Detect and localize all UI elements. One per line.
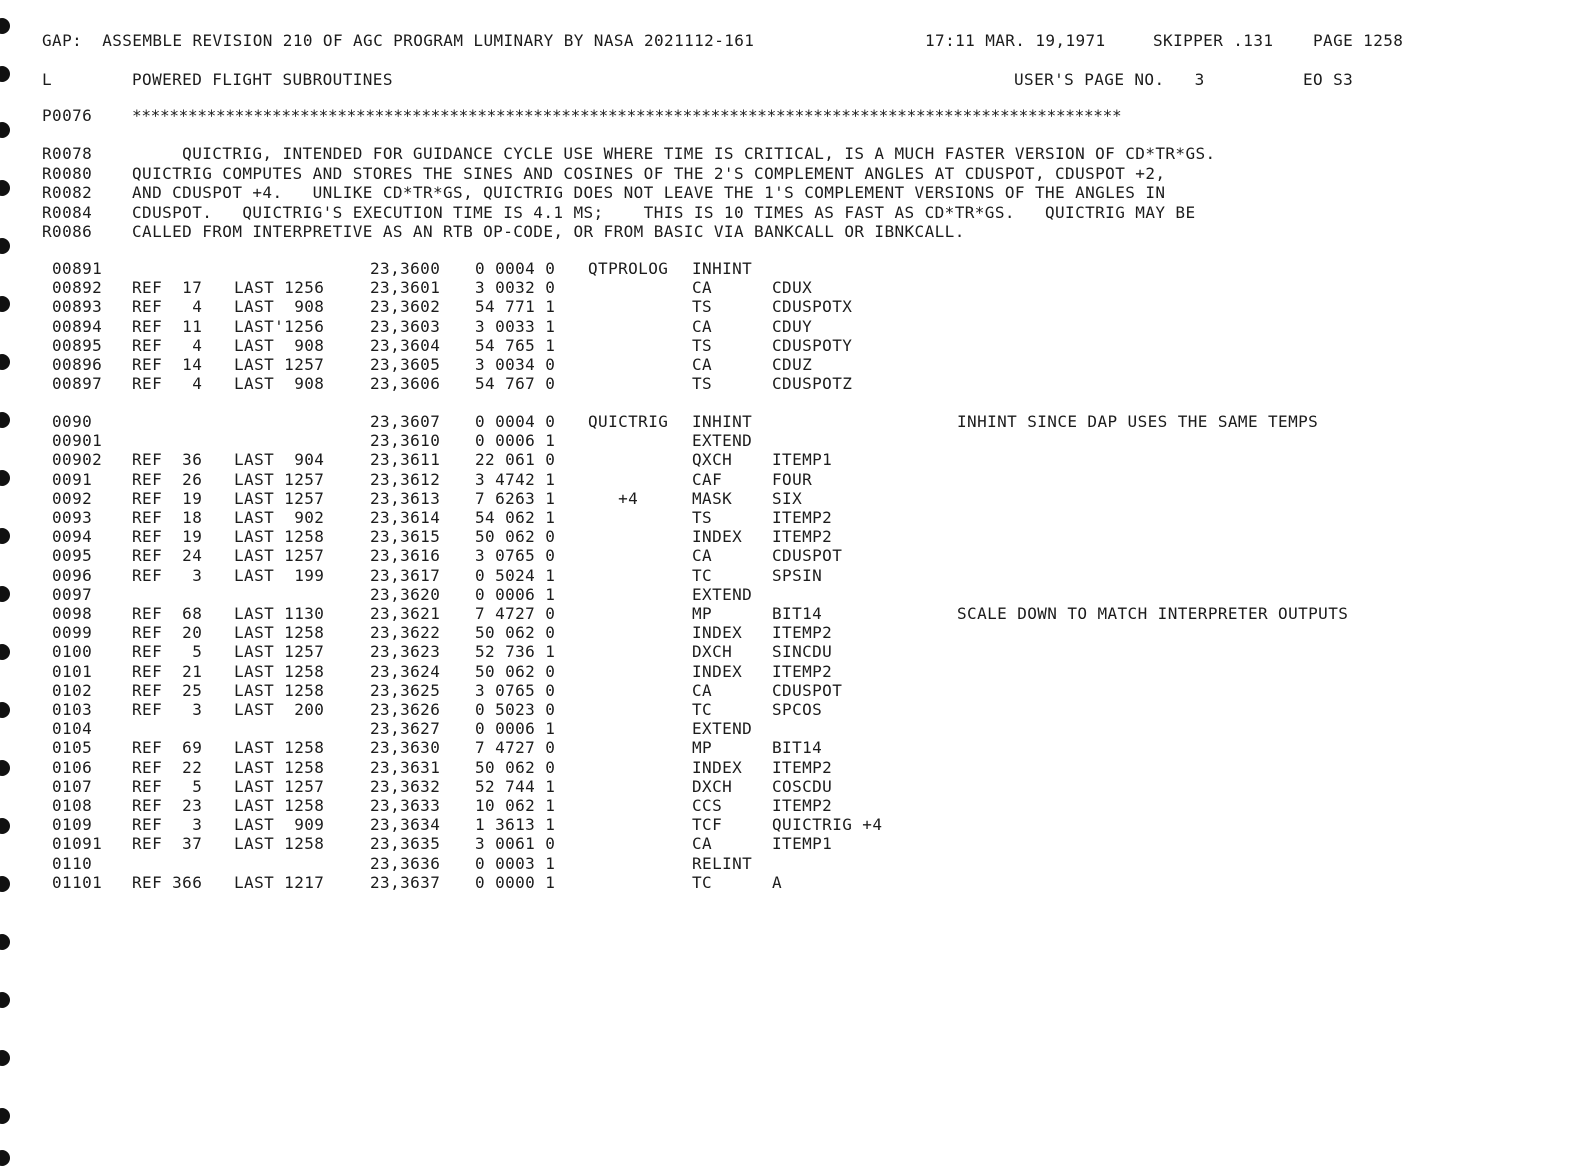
code-opcode: DXCH: [692, 776, 733, 796]
code-line-number: 00891: [52, 259, 103, 278]
code-line-number: 00896: [52, 355, 103, 374]
code-address: 23,3600: [370, 259, 441, 278]
code-opcode: MP: [692, 738, 713, 758]
code-address: 23,3616: [370, 546, 441, 566]
code-address: 23,3612: [370, 469, 441, 489]
code-operand: A: [772, 872, 783, 892]
code-line-number: 0107: [52, 776, 93, 796]
code-operand: ITEMP2: [772, 757, 833, 777]
code-address: 23,3602: [370, 297, 441, 317]
code-line-number: 0096: [52, 565, 93, 585]
code-opcode: CAF: [692, 469, 723, 489]
punch-hole: [0, 528, 10, 544]
punch-hole: [0, 644, 10, 660]
code-word: 50 062 0: [475, 527, 556, 547]
code-ref: REF 4: [132, 297, 203, 317]
code-ref: REF 17: [132, 278, 203, 298]
code-operand: CDUX: [772, 278, 813, 298]
code-address: 23,3603: [370, 316, 441, 336]
punch-hole: [0, 296, 10, 312]
punch-hole: [0, 412, 10, 428]
code-opcode: CA: [692, 355, 713, 374]
code-line-number: 0093: [52, 508, 93, 527]
code-word: 0 0004 0: [475, 259, 556, 278]
code-opcode: CA: [692, 834, 713, 854]
code-address: 23,3605: [370, 355, 441, 374]
code-last: LAST'1256: [234, 316, 325, 336]
code-address: 23,3630: [370, 738, 441, 758]
remark-text: AND CDUSPOT +4. UNLIKE CD*TR*GS, QUICTRIG DOES NOT LEAVE THE 1'S COMPLEMENT VERSIONS OF THE ANGLES IN: [132, 183, 1166, 202]
code-opcode: INDEX: [692, 527, 743, 547]
code-operand: CDUSPOTY: [772, 335, 853, 355]
punch-hole: [0, 1108, 10, 1124]
code-label: +4: [588, 488, 639, 508]
code-last: LAST 1257: [234, 642, 325, 662]
code-ref: REF 5: [132, 776, 203, 796]
code-operand: ITEMP2: [772, 796, 833, 815]
code-line-number: 00894: [52, 316, 103, 336]
code-operand: ITEMP1: [772, 834, 833, 854]
code-word: 0 0006 1: [475, 719, 556, 739]
remark-tag: R0080: [42, 163, 93, 183]
code-operand: BIT14: [772, 738, 823, 758]
code-address: 23,3622: [370, 623, 441, 643]
code-address: 23,3615: [370, 527, 441, 547]
code-opcode: DXCH: [692, 642, 733, 662]
code-operand: ITEMP1: [772, 450, 833, 470]
code-opcode: TS: [692, 335, 713, 355]
users-page-number: USER'S PAGE NO. 3: [1014, 70, 1205, 89]
code-address: 23,3607: [370, 412, 441, 431]
code-opcode: CA: [692, 680, 713, 700]
code-address: 23,3627: [370, 719, 441, 739]
code-ref: REF 4: [132, 374, 203, 394]
code-line-number: 0103: [52, 700, 93, 719]
code-word: 0 0006 1: [475, 431, 556, 451]
code-word: 3 0765 0: [475, 680, 556, 700]
code-word: 7 4727 0: [475, 604, 556, 623]
code-word: 3 0765 0: [475, 546, 556, 566]
code-opcode: TS: [692, 508, 713, 527]
code-address: 23,3617: [370, 565, 441, 585]
code-ref: REF 22: [132, 757, 203, 777]
code-word: 0 0006 1: [475, 584, 556, 604]
code-operand: CDUZ: [772, 355, 813, 374]
code-last: LAST 1258: [234, 527, 325, 547]
code-word: 0 0003 1: [475, 853, 556, 873]
punch-hole: [0, 238, 10, 254]
code-opcode: QXCH: [692, 450, 733, 470]
code-ref: REF 3: [132, 815, 203, 835]
punch-hole: [0, 876, 10, 892]
code-line-number: 0106: [52, 757, 93, 777]
code-ref: REF 366: [132, 872, 203, 892]
code-ref: REF 4: [132, 335, 203, 355]
code-ref: REF 36: [132, 450, 203, 470]
code-last: LAST 1257: [234, 488, 325, 508]
code-address: 23,3636: [370, 853, 441, 873]
punch-hole: [0, 180, 10, 196]
code-word: 7 6263 1: [475, 488, 556, 508]
code-line-number: 0104: [52, 719, 93, 739]
punch-hole: [0, 18, 10, 34]
code-address: 23,3611: [370, 450, 441, 470]
code-line-number: 01091: [52, 834, 103, 854]
punch-hole: [0, 122, 10, 138]
code-line-number: 0102: [52, 680, 93, 700]
remark-text: CDUSPOT. QUICTRIG'S EXECUTION TIME IS 4.1 MS; THIS IS 10 TIMES AS FAST AS CD*TR*GS. QUICTRIG MAY BE: [132, 202, 1196, 222]
code-line-number: 0090: [52, 412, 93, 431]
code-opcode: MP: [692, 604, 713, 623]
code-address: 23,3637: [370, 872, 441, 892]
code-word: 3 0034 0: [475, 355, 556, 374]
code-line-number: 0105: [52, 738, 93, 758]
eo-code: EO S3: [1303, 70, 1354, 89]
code-line-number: 0109: [52, 815, 93, 835]
code-word: 54 767 0: [475, 374, 556, 394]
code-line-number: 0099: [52, 623, 93, 643]
code-ref: REF 3: [132, 700, 203, 719]
code-operand: CDUSPOT: [772, 680, 843, 700]
code-operand: BIT14: [772, 604, 823, 623]
code-opcode: CCS: [692, 796, 723, 815]
code-operand: CDUSPOT: [772, 546, 843, 566]
code-label: QTPROLOG: [588, 259, 669, 278]
punch-hole: [0, 586, 10, 602]
code-line-number: 00897: [52, 374, 103, 394]
code-opcode: TS: [692, 374, 713, 394]
code-word: 50 062 0: [475, 661, 556, 681]
code-opcode: EXTEND: [692, 584, 753, 604]
code-last: LAST 1257: [234, 355, 325, 374]
code-last: LAST 1258: [234, 834, 325, 854]
separator-tag: P0076: [42, 106, 93, 125]
punch-hole: [0, 470, 10, 486]
code-opcode: INDEX: [692, 623, 743, 643]
code-last: LAST 1256: [234, 278, 325, 298]
code-opcode: INHINT: [692, 412, 753, 431]
header-skipper: SKIPPER .131: [1153, 31, 1274, 50]
code-operand: CDUSPOTZ: [772, 374, 853, 394]
code-last: LAST 1258: [234, 661, 325, 681]
code-last: LAST 1258: [234, 757, 325, 777]
code-word: 0 0004 0: [475, 412, 556, 431]
code-address: 23,3624: [370, 661, 441, 681]
code-address: 23,3601: [370, 278, 441, 298]
code-line-number: 0098: [52, 604, 93, 623]
code-line-number: 00901: [52, 431, 103, 451]
punch-hole: [0, 818, 10, 834]
code-ref: REF 5: [132, 642, 203, 662]
code-opcode: CA: [692, 546, 713, 566]
code-operand: ITEMP2: [772, 508, 833, 527]
code-line-number: 0110: [52, 853, 93, 873]
code-operand: SPSIN: [772, 565, 823, 585]
code-address: 23,3606: [370, 374, 441, 394]
code-last: LAST 1258: [234, 623, 325, 643]
punch-hole: [0, 992, 10, 1008]
code-operand: FOUR: [772, 469, 813, 489]
code-address: 23,3631: [370, 757, 441, 777]
remark-tag: R0082: [42, 183, 93, 202]
code-opcode: INDEX: [692, 757, 743, 777]
code-ref: REF 26: [132, 469, 203, 489]
code-word: 54 765 1: [475, 335, 556, 355]
code-comment: INHINT SINCE DAP USES THE SAME TEMPS: [957, 412, 1319, 431]
code-word: 54 062 1: [475, 508, 556, 527]
code-address: 23,3614: [370, 508, 441, 527]
code-last: LAST 200: [234, 700, 325, 719]
code-opcode: CA: [692, 316, 713, 336]
code-operand: ITEMP2: [772, 661, 833, 681]
code-opcode: RELINT: [692, 853, 753, 873]
header-timestamp: 17:11 MAR. 19,1971: [925, 31, 1106, 50]
code-opcode: EXTEND: [692, 719, 753, 739]
code-line-number: 0100: [52, 642, 93, 662]
code-operand: ITEMP2: [772, 527, 833, 547]
code-word: 1 3613 1: [475, 815, 556, 835]
code-opcode: INHINT: [692, 259, 753, 278]
code-last: LAST 908: [234, 335, 325, 355]
code-operand: QUICTRIG +4: [772, 815, 883, 835]
code-ref: REF 19: [132, 527, 203, 547]
code-ref: REF 18: [132, 508, 203, 527]
code-last: LAST 1258: [234, 680, 325, 700]
code-line-number: 0094: [52, 527, 93, 547]
code-ref: REF 19: [132, 488, 203, 508]
code-last: LAST 904: [234, 450, 325, 470]
code-operand: CDUSPOTX: [772, 297, 853, 317]
code-address: 23,3604: [370, 335, 441, 355]
code-word: 54 771 1: [475, 297, 556, 317]
code-operand: ITEMP2: [772, 623, 833, 643]
code-line-number: 0091: [52, 469, 93, 489]
remark-text: QUICTRIG, INTENDED FOR GUIDANCE CYCLE USE WHERE TIME IS CRITICAL, IS A MUCH FASTER VERSION OF CD*TR*GS.: [132, 144, 1216, 163]
code-label: QUICTRIG: [588, 412, 669, 431]
code-opcode: TC: [692, 872, 713, 892]
code-address: 23,3632: [370, 776, 441, 796]
code-last: LAST 1257: [234, 776, 325, 796]
code-ref: REF 3: [132, 565, 203, 585]
code-last: LAST 908: [234, 374, 325, 394]
punch-hole: [0, 1150, 10, 1166]
header-page: PAGE 1258: [1313, 31, 1404, 50]
code-opcode: EXTEND: [692, 431, 753, 451]
code-ref: REF 24: [132, 546, 203, 566]
code-last: LAST 1257: [234, 546, 325, 566]
code-line-number: 0095: [52, 546, 93, 566]
code-address: 23,3626: [370, 700, 441, 719]
code-last: LAST 1130: [234, 604, 325, 623]
code-operand: SIX: [772, 488, 803, 508]
remark-tag: R0078: [42, 144, 93, 163]
code-ref: REF 69: [132, 738, 203, 758]
code-ref: REF 37: [132, 834, 203, 854]
code-address: 23,3633: [370, 796, 441, 815]
code-line-number: 00895: [52, 335, 103, 355]
code-line-number: 00902: [52, 450, 103, 470]
code-opcode: INDEX: [692, 661, 743, 681]
code-opcode: TS: [692, 297, 713, 317]
code-operand: COSCDU: [772, 776, 833, 796]
code-address: 23,3620: [370, 584, 441, 604]
code-word: 52 736 1: [475, 642, 556, 662]
code-operand: SINCDU: [772, 642, 833, 662]
punch-hole: [0, 354, 10, 370]
code-word: 7 4727 0: [475, 738, 556, 758]
code-last: LAST 199: [234, 565, 325, 585]
remark-tag: R0086: [42, 222, 93, 241]
code-line-number: 0092: [52, 488, 93, 508]
punch-hole: [0, 760, 10, 776]
code-word: 3 0033 1: [475, 316, 556, 336]
code-word: 0 5024 1: [475, 565, 556, 585]
code-line-number: 0101: [52, 661, 93, 681]
code-word: 3 0032 0: [475, 278, 556, 298]
code-address: 23,3634: [370, 815, 441, 835]
code-opcode: CA: [692, 278, 713, 298]
code-address: 23,3623: [370, 642, 441, 662]
code-last: LAST 1258: [234, 738, 325, 758]
code-address: 23,3635: [370, 834, 441, 854]
code-line-number: 00892: [52, 278, 103, 298]
code-word: 0 0000 1: [475, 872, 556, 892]
code-line-number: 0108: [52, 796, 93, 815]
code-last: LAST 908: [234, 297, 325, 317]
code-word: 3 4742 1: [475, 469, 556, 489]
code-ref: REF 25: [132, 680, 203, 700]
code-last: LAST 909: [234, 815, 325, 835]
code-word: 10 062 1: [475, 796, 556, 815]
code-ref: REF 20: [132, 623, 203, 643]
punch-hole: [0, 934, 10, 950]
code-word: 50 062 0: [475, 623, 556, 643]
remark-tag: R0084: [42, 202, 93, 222]
code-word: 3 0061 0: [475, 834, 556, 854]
code-last: LAST 1258: [234, 796, 325, 815]
code-word: 22 061 0: [475, 450, 556, 470]
code-ref: REF 14: [132, 355, 203, 374]
code-opcode: MASK: [692, 488, 733, 508]
punch-hole: [0, 702, 10, 718]
code-ref: REF 21: [132, 661, 203, 681]
code-last: LAST 1257: [234, 469, 325, 489]
code-ref: REF 11: [132, 316, 203, 336]
punch-hole: [0, 66, 10, 82]
code-opcode: TC: [692, 565, 713, 585]
code-word: 0 5023 0: [475, 700, 556, 719]
punch-hole: [0, 1050, 10, 1066]
remark-text: QUICTRIG COMPUTES AND STORES THE SINES AND COSINES OF THE 2'S COMPLEMENT ANGLES AT CDUSPOT, CDUSPOT +2,: [132, 163, 1166, 183]
section-title: POWERED FLIGHT SUBROUTINES: [132, 70, 393, 89]
code-comment: SCALE DOWN TO MATCH INTERPRETER OUTPUTS: [957, 604, 1349, 623]
code-word: 52 744 1: [475, 776, 556, 796]
code-line-number: 00893: [52, 297, 103, 317]
code-address: 23,3613: [370, 488, 441, 508]
section-code: L: [42, 70, 53, 89]
separator-stars: **********************************************************************************************************: [132, 106, 1122, 125]
code-last: LAST 902: [234, 508, 325, 527]
code-opcode: TC: [692, 700, 713, 719]
code-operand: SPCOS: [772, 700, 823, 719]
remark-text: CALLED FROM INTERPRETIVE AS AN RTB OP-CODE, OR FROM BASIC VIA BANKCALL OR IBNKCALL.: [132, 222, 965, 241]
code-last: LAST 1217: [234, 872, 325, 892]
code-address: 23,3625: [370, 680, 441, 700]
code-word: 50 062 0: [475, 757, 556, 777]
header-title: GAP: ASSEMBLE REVISION 210 OF AGC PROGRAM LUMINARY BY NASA 2021112-161: [42, 31, 755, 50]
code-opcode: TCF: [692, 815, 723, 835]
code-address: 23,3621: [370, 604, 441, 623]
code-address: 23,3610: [370, 431, 441, 451]
code-ref: REF 23: [132, 796, 203, 815]
code-line-number: 0097: [52, 584, 93, 604]
code-ref: REF 68: [132, 604, 203, 623]
code-line-number: 01101: [52, 872, 103, 892]
code-operand: CDUY: [772, 316, 813, 336]
